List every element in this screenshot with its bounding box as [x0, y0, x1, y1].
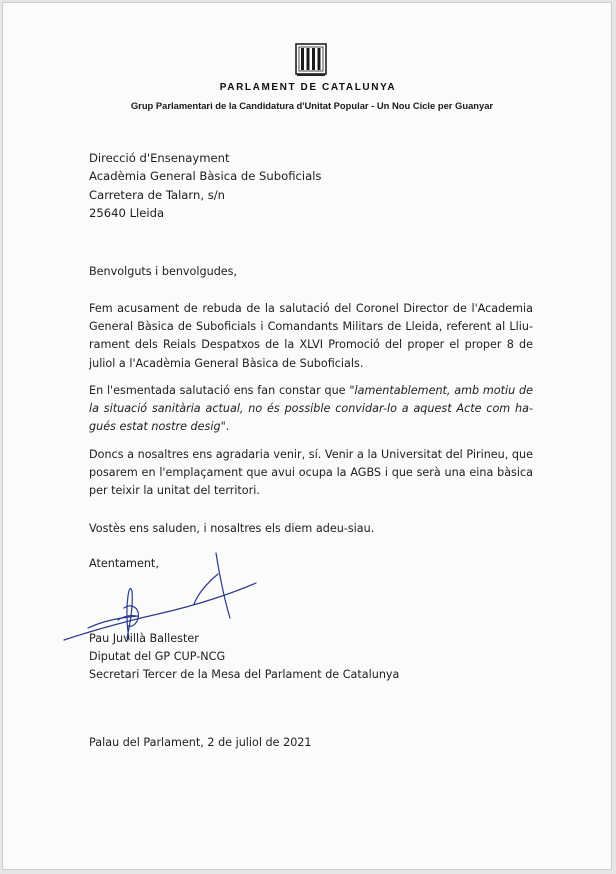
recipient-line-4: 25640 Lleida	[89, 205, 165, 220]
signatory-name: Pau Juvillà Ballester	[89, 632, 199, 645]
letter-page	[2, 2, 612, 870]
recipient-line-3: Carretera de Talarn, s/n	[89, 187, 225, 202]
paragraph-3: Doncs a nosaltres ens agradaria venir, sí. Venir a la Universitat del Pirineu, que posarem en l'emplaçament que avui ocupa la AGBS i que serà una eina bàsica per teixir la unitat del territori.	[89, 448, 533, 498]
paragraph-4: Vostès ens saluden, i nosaltres els diem adeu-siau.	[89, 522, 375, 535]
signatory-role-1: Diputat del GP CUP-NCG	[89, 650, 226, 664]
greeting: Benvolguts i benvolgudes,	[89, 265, 238, 278]
recipient-address	[89, 149, 321, 222]
paragraph-2-intro: En l'esmentada salutació ens fan constar que "	[89, 384, 355, 397]
organization-name: PARLAMENT DE CATALUNYA	[219, 82, 397, 93]
paragraph-2-quote: lamentablement, amb motiu de la situació sanitària actual, no és possible convidar-lo a aquest Acte com ha-gués estat nostre desig	[89, 384, 533, 434]
parliament-of-catalonia-emblem-icon	[295, 43, 327, 77]
place-and-date: Palau del Parlament, 2 de juliol de 2021	[89, 736, 312, 749]
signatory-block	[89, 630, 399, 685]
parliamentary-group-name: Grup Parlamentari de la Candidatura d'Unitat Popular - Un Nou Cicle per Guanyar	[130, 100, 494, 111]
recipient-line-1: Direcció d'Ensenayment	[89, 151, 230, 165]
recipient-line-2: Acadèmia General Bàsica de Suboficials	[89, 169, 322, 184]
paragraph-2-end: ".	[220, 420, 230, 434]
closing: Atentament,	[89, 557, 159, 570]
signatory-role-2: Secretari Tercer de la Mesa del Parlament de Catalunya	[89, 668, 400, 682]
paragraph-1: Fem acusament de rebuda de la salutació del Coronel Director de l'Academia General Bàsica de Suboficials i Comandants Militars de Lleida, referent al Lliu-rament dels Reials Despatxos de la XLVI Promoció del proper el proper 8 de juliol a l'Acadèmia General Bàsica de Suboficials.	[89, 302, 533, 370]
paragraph-2	[89, 382, 533, 437]
